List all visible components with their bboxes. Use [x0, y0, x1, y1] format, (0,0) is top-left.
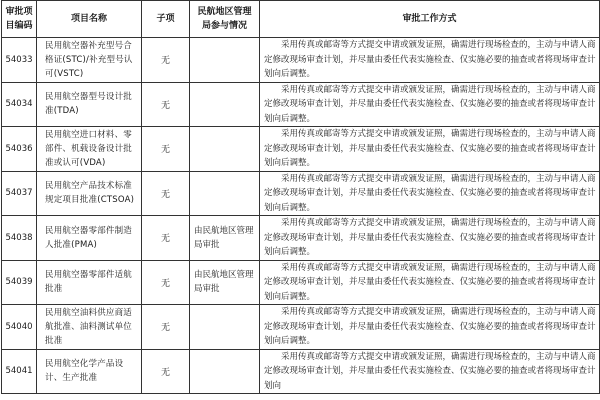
sub-item-cell: 无 — [142, 349, 190, 394]
sub-item-cell: 无 — [142, 171, 190, 216]
sub-item-cell: 无 — [142, 305, 190, 350]
item-code-cell: 54041 — [2, 349, 37, 394]
sub-item-cell: 无 — [142, 260, 190, 305]
item-name-cell: 民用航空器型号设计批准(TDA) — [37, 82, 142, 127]
item-code-cell: 54033 — [2, 38, 37, 83]
sub-item-cell: 无 — [142, 216, 190, 261]
header-item-name: 项目名称 — [37, 1, 142, 38]
approval-method-cell: 采用传真或邮寄等方式提交申请或颁发证照，确需进行现场检查的，主动与申请人商定修改现场审查计划，并尽量由委任代表实施检查、仅实施必要的抽查或者将现场审查计划向 — [260, 349, 600, 394]
header-item-code: 审批项 目编码 — [2, 1, 37, 38]
item-code-cell: 54036 — [2, 127, 37, 172]
table-row — [2, 38, 600, 83]
regional-bureau-cell — [190, 38, 260, 83]
table-row — [2, 216, 600, 261]
approval-method-cell: 采用传真或邮寄等方式提交申请或颁发证照，确需进行现场检查的，主动与申请人商定修改现场审查计划，并尽量由委任代表实施检查、仅实施必要的抽查或者将现场审查计划向后调整。 — [260, 260, 600, 305]
item-code-cell: 54037 — [2, 171, 37, 216]
table-row — [2, 260, 600, 305]
table-row — [2, 127, 600, 172]
table-header-row — [2, 1, 600, 38]
item-name-cell: 民用航空化学产品设计、生产批准 — [37, 349, 142, 394]
regional-bureau-cell: 由民航地区管理局审批 — [190, 260, 260, 305]
item-code-cell: 54040 — [2, 305, 37, 350]
table-row — [2, 82, 600, 127]
regional-bureau-cell — [190, 305, 260, 350]
item-name-cell: 民用航空进口材料、零部件、机载设备设计批准或认可(VDA) — [37, 127, 142, 172]
approval-method-cell: 采用传真或邮寄等方式提交申请或颁发证照，确需进行现场检查的，主动与申请人商定修改现场审查计划，并尽量由委任代表实施检查、仅实施必要的抽查或者将现场审查计划向后调整。 — [260, 216, 600, 261]
regional-bureau-cell: 由民航地区管理局审批 — [190, 216, 260, 261]
regional-bureau-cell — [190, 349, 260, 394]
item-name-cell: 民用航空器零部件制造人批准(PMA) — [37, 216, 142, 261]
header-regional-bureau: 民航地区管理 局参与情况 — [190, 1, 260, 38]
item-name-cell: 民用航空器零部件适航批准 — [37, 260, 142, 305]
regional-bureau-cell — [190, 171, 260, 216]
regional-bureau-cell — [190, 82, 260, 127]
item-name-cell: 民用航空油料供应商适航批准、油料测试单位批准 — [37, 305, 142, 350]
approval-items-table — [1, 0, 600, 394]
regional-bureau-cell — [190, 127, 260, 172]
table-row — [2, 305, 600, 350]
item-name-cell: 民用航空器补充型号合格证(STC)/补充型号认可(VSTC) — [37, 38, 142, 83]
approval-method-cell: 采用传真或邮寄等方式提交申请或颁发证照，确需进行现场检查的，主动与申请人商定修改现场审查计划，并尽量由委任代表实施检查、仅实施必要的抽查或者将现场审查计划向后调整。 — [260, 82, 600, 127]
approval-method-cell: 采用传真或邮寄等方式提交申请或颁发证照，确需进行现场检查的，主动与申请人商定修改现场审查计划，并尽量由委任代表实施检查、仅实施必要的抽查或者将现场审查计划向后调整。 — [260, 127, 600, 172]
header-approval-method: 审批工作方式 — [260, 1, 600, 38]
item-code-cell: 54038 — [2, 216, 37, 261]
sub-item-cell: 无 — [142, 127, 190, 172]
item-code-cell: 54034 — [2, 82, 37, 127]
header-sub-item: 子项 — [142, 1, 190, 38]
approval-method-cell: 采用传真或邮寄等方式提交申请或颁发证照，确需进行现场检查的，主动与申请人商定修改现场审查计划，并尽量由委任代表实施检查、仅实施必要的抽查或者将现场审查计划向后调整。 — [260, 171, 600, 216]
table-row — [2, 349, 600, 394]
item-code-cell: 54039 — [2, 260, 37, 305]
sub-item-cell: 无 — [142, 38, 190, 83]
approval-method-cell: 采用传真或邮寄等方式提交申请或颁发证照，确需进行现场检查的，主动与申请人商定修改现场审查计划，并尽量由委任代表实施检查、仅实施必要的抽查或者将现场审查计划向后调整。 — [260, 305, 600, 350]
table-row — [2, 171, 600, 216]
approval-method-cell: 采用传真或邮寄等方式提交申请或颁发证照，确需进行现场检查的，主动与申请人商定修改现场审查计划，并尽量由委任代表实施检查、仅实施必要的抽查或者将现场审查计划向后调整。 — [260, 38, 600, 83]
sub-item-cell: 无 — [142, 82, 190, 127]
item-name-cell: 民用航空产品技术标准规定项目批准(CTSOA) — [37, 171, 142, 216]
